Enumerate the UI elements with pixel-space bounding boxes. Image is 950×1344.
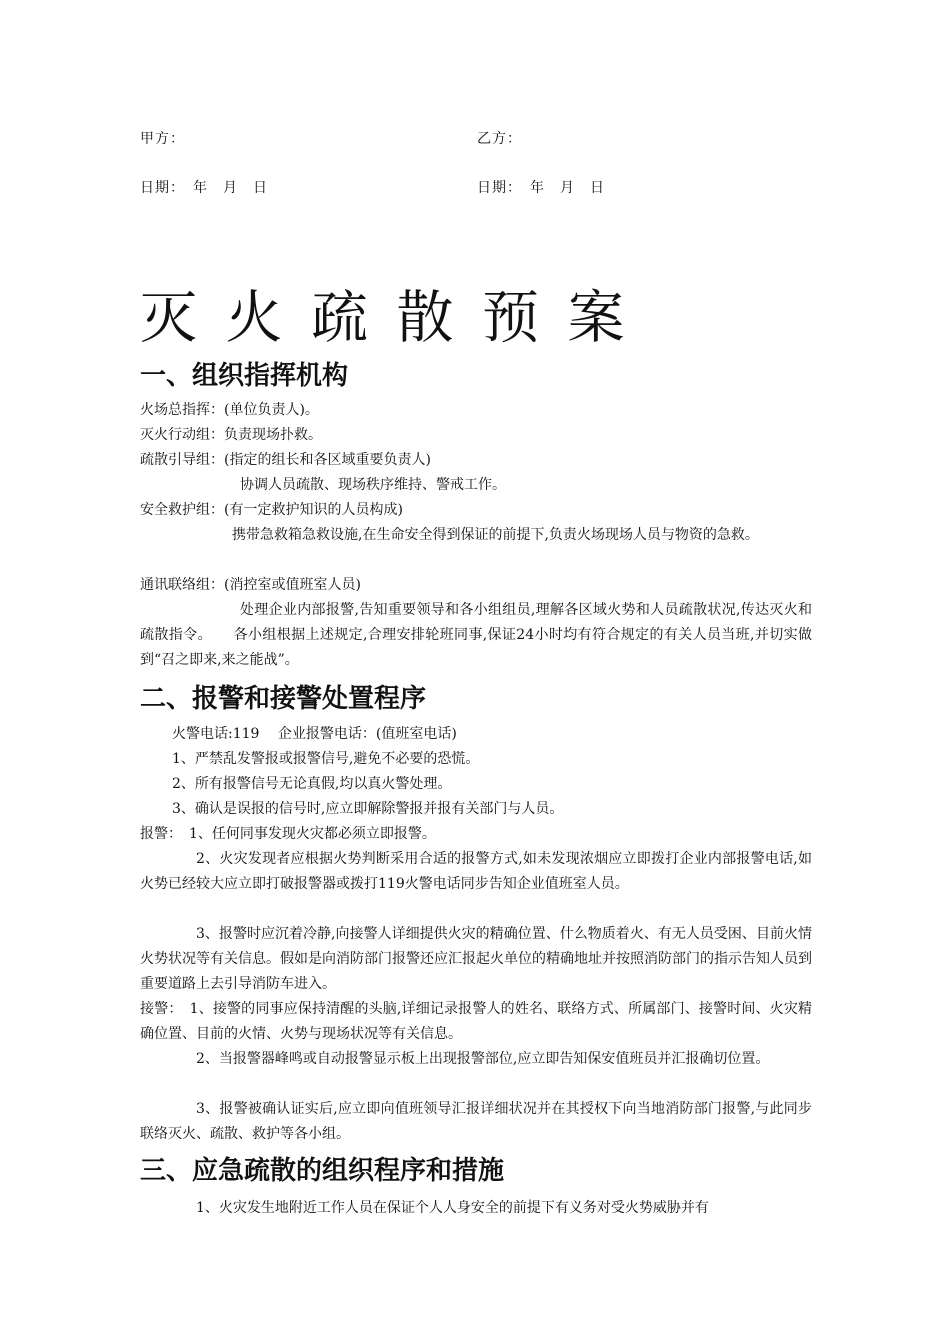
party-a-label: 甲方： xyxy=(140,131,185,147)
document-title: 灭火疏散预案 xyxy=(140,285,653,351)
date-b-label: 日期： 年 月 日 xyxy=(477,180,605,196)
section-heading-3: 三、应急疏散的组织程序和措施 xyxy=(140,1156,505,1186)
paragraph: 通讯联络组：(消控室或值班室人员) xyxy=(140,577,361,593)
paragraph: 处理企业内部报警,告知重要领导和各小组组员,理解各区域火势和人员疏散状况,传达灭火和疏散指令。 各小组根据上述规定,合理安排轮班同事,保证24小时均有符合规定的有关人员当班,并切实做到“召之即来,来之能战”。 xyxy=(140,602,812,668)
paragraph: 携带急救箱急救设施,在生命安全得到保证的前提下,负责火场现场人员与物资的急救。 xyxy=(232,527,759,543)
paragraph: 2、当报警器峰鸣或自动报警显示板上出现报警部位,应立即告知保安值班员并汇报确切位置。 xyxy=(196,1051,770,1067)
paragraph: 安全救护组：(有一定救护知识的人员构成) xyxy=(140,502,403,518)
paragraph: 报警： 1、任何同事发现火灾都必须立即报警。 xyxy=(140,826,436,842)
paragraph: 2、火灾发现者应根据火势判断采用合适的报警方式,如未发现浓烟应立即拨打企业内部报警电话,如火势已经较大应立即打破报警器或拨打119火警电话同步告知企业值班室人员。 xyxy=(140,851,812,892)
paragraph: 火场总指挥：(单位负责人)。 xyxy=(140,402,319,418)
paragraph: 3、报警被确认证实后,应立即向值班领导汇报详细状况并在其授权下向当地消防部门报警,与此同步联络灭火、疏散、救护等各小组。 xyxy=(140,1101,812,1142)
paragraph: 灭火行动组：负责现场扑救。 xyxy=(140,427,322,443)
paragraph: 疏散引导组：(指定的组长和各区域重要负责人) xyxy=(140,452,431,468)
paragraph: 2、所有报警信号无论真假,均以真火警处理。 xyxy=(172,776,452,792)
paragraph: 3、确认是误报的信号时,应立即解除警报并报有关部门与人员。 xyxy=(172,801,564,817)
paragraph: 火警电话:119 企业报警电话：(值班室电话) xyxy=(172,726,457,742)
party-b-label: 乙方： xyxy=(477,131,522,147)
paragraph: 协调人员疏散、现场秩序维持、警戒工作。 xyxy=(240,477,506,493)
paragraph: 1、严禁乱发警报或报警信号,避免不必要的恐慌。 xyxy=(172,751,480,767)
date-a-label: 日期： 年 月 日 xyxy=(140,180,268,196)
paragraph: 3、报警时应沉着冷静,向接警人详细提供火灾的精确位置、什么物质着火、有无人员受困、目前火情火势状况等有关信息。假如是向消防部门报警还应汇报起火单位的精确地址并按照消防部门的指示告知人员到重要道路上去引导消防车进入。 xyxy=(140,926,812,992)
section-heading-2: 二、报警和接警处置程序 xyxy=(140,684,427,714)
paragraph: 接警： 1、接警的同事应保持清醒的头脑,详细记录报警人的姓名、联络方式、所属部门、接警时间、火灾精确位置、目前的火情、火势与现场状况等有关信息。 xyxy=(140,1001,812,1042)
paragraph: 1、火灾发生地附近工作人员在保证个人人身安全的前提下有义务对受火势威胁并有 xyxy=(196,1200,709,1216)
section-heading-1: 一、组织指挥机构 xyxy=(140,361,349,391)
